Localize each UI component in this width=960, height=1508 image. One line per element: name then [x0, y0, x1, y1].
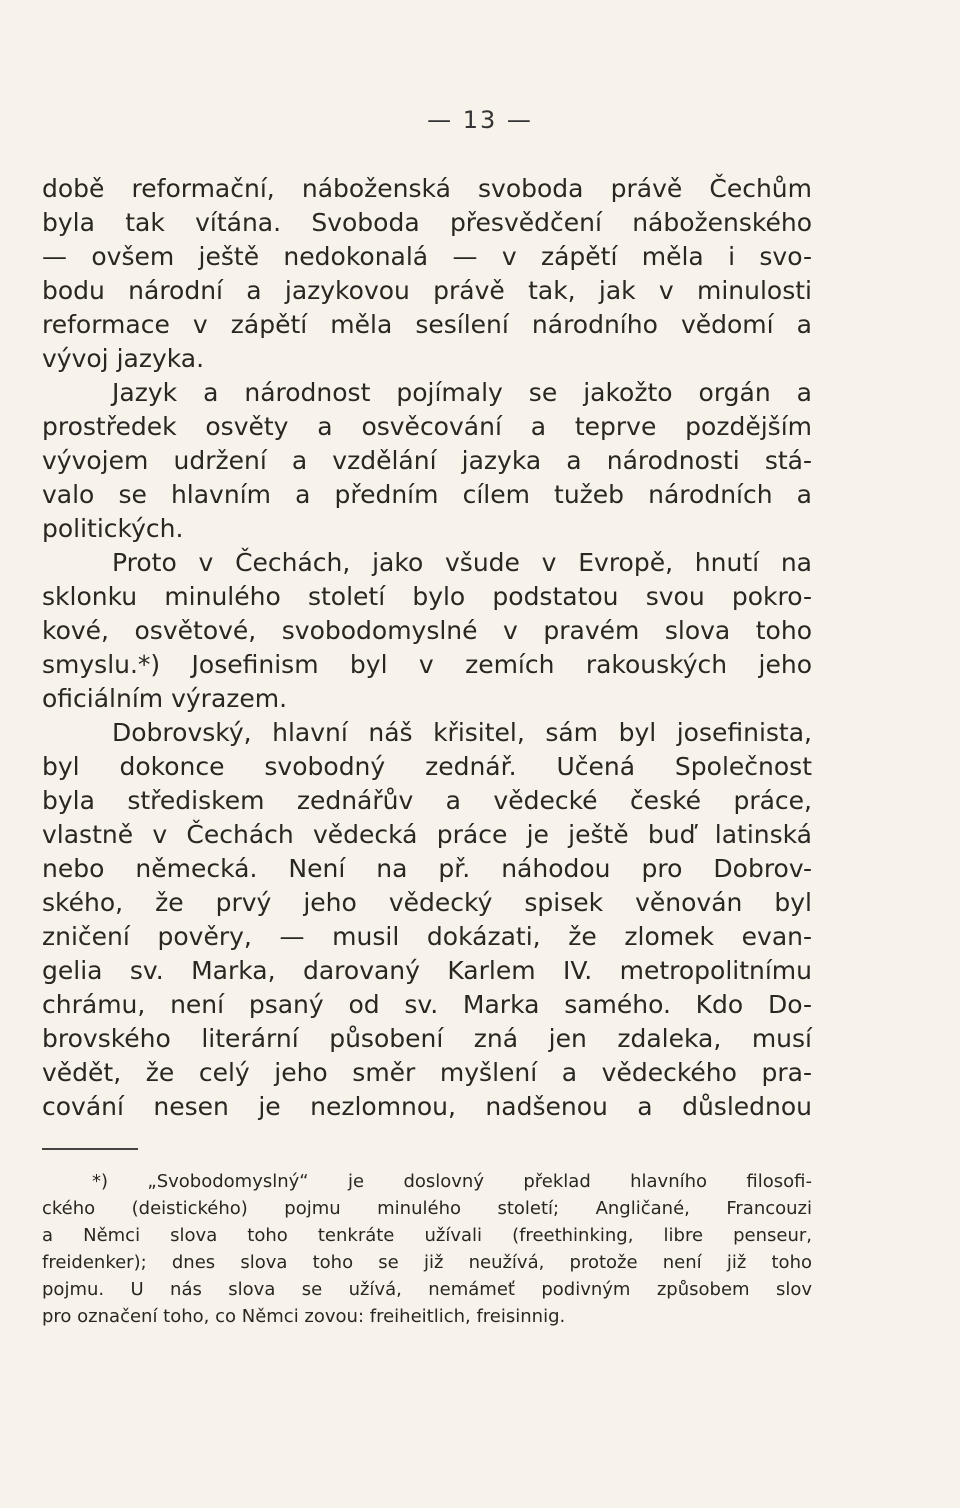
footnote-line: pojmu. U nás slova se užívá, nemámeť podivným způsobem slov [42, 1279, 812, 1300]
text-line: vlastně v Čechách vědecká práce je ještě buď latinská [42, 820, 812, 849]
text-line: kové, osvětové, svobodomyslné v pravém slova toho [42, 616, 812, 645]
text-line: Jazyk a národnost pojímaly se jakožto orgán a [112, 378, 812, 407]
text-line: cování nesen je nezlomnou, nadšenou a důslednou [42, 1092, 812, 1121]
text-line: valo se hlavním a předním cílem tužeb národních a [42, 480, 812, 509]
text-line: vývojem udržení a vzdělání jazyka a národnosti stá- [42, 446, 812, 475]
text-line: Proto v Čechách, jako všude v Evropě, hnutí na [112, 548, 812, 577]
text-line: politických. [42, 514, 184, 543]
footnote-line: pro označení toho, co Němci zovou: freiheitlich, freisinnig. [42, 1306, 566, 1327]
text-line: sklonku minulého století bylo podstatou svou pokro- [42, 582, 812, 611]
footnotes [42, 1168, 812, 1330]
text-line: vývoj jazyka. [42, 344, 205, 373]
text-line: brovského literární působení zná jen zdaleka, musí [42, 1024, 812, 1053]
text-line: gelia sv. Marka, darovaný Karlem IV. metropolitnímu [42, 956, 812, 985]
text-line: — ovšem ještě nedokonalá — v zápětí měla i svo- [42, 242, 812, 271]
text-line: oficiálním výrazem. [42, 684, 288, 713]
text-line: byla střediskem zednářův a vědecké české práce, [42, 786, 812, 815]
footnote-line: *) „Svobodomyslný“ je doslovný překlad hlavního filosofi- [92, 1171, 812, 1192]
text-line: prostředek osvěty a osvěcování a teprve pozdějším [42, 412, 812, 441]
text-line: době reformační, náboženská svoboda právě Čechům [42, 174, 812, 203]
footnote-divider [42, 1148, 138, 1150]
text-line: zničení pověry, — musil dokázati, že zlomek evan- [42, 922, 812, 951]
text-line: byl dokonce svobodný zednář. Učená Společnost [42, 752, 812, 781]
main-text [42, 172, 812, 1124]
page-number: — 13 — [427, 106, 533, 134]
text-line: nebo německá. Není na př. náhodou pro Dobrov- [42, 854, 812, 883]
footnote-line: a Němci slova toho tenkráte užívali (freethinking, libre penseur, [42, 1225, 812, 1246]
text-line: byla tak vítána. Svoboda přesvědčení náboženského [42, 208, 812, 237]
text-line: vědět, že celý jeho směr myšlení a vědeckého pra- [42, 1058, 812, 1087]
footnote-line: ckého (deistického) pojmu minulého století; Angličané, Francouzi [42, 1198, 812, 1219]
text-line: reformace v zápětí měla sesílení národního vědomí a [42, 310, 812, 339]
text-line: ského, že prvý jeho vědecký spisek věnován byl [42, 888, 812, 917]
text-line: Dobrovský, hlavní náš křisitel, sám byl josefinista, [112, 718, 812, 747]
footnote-line: freidenker); dnes slova toho se již neužívá, protože není již toho [42, 1252, 812, 1273]
text-line: chrámu, není psaný od sv. Marka samého. Kdo Do- [42, 990, 812, 1019]
text-line: bodu národní a jazykovou právě tak, jak v minulosti [42, 276, 812, 305]
text-line: smyslu.*) Josefinism byl v zemích rakouských jeho [42, 650, 812, 679]
